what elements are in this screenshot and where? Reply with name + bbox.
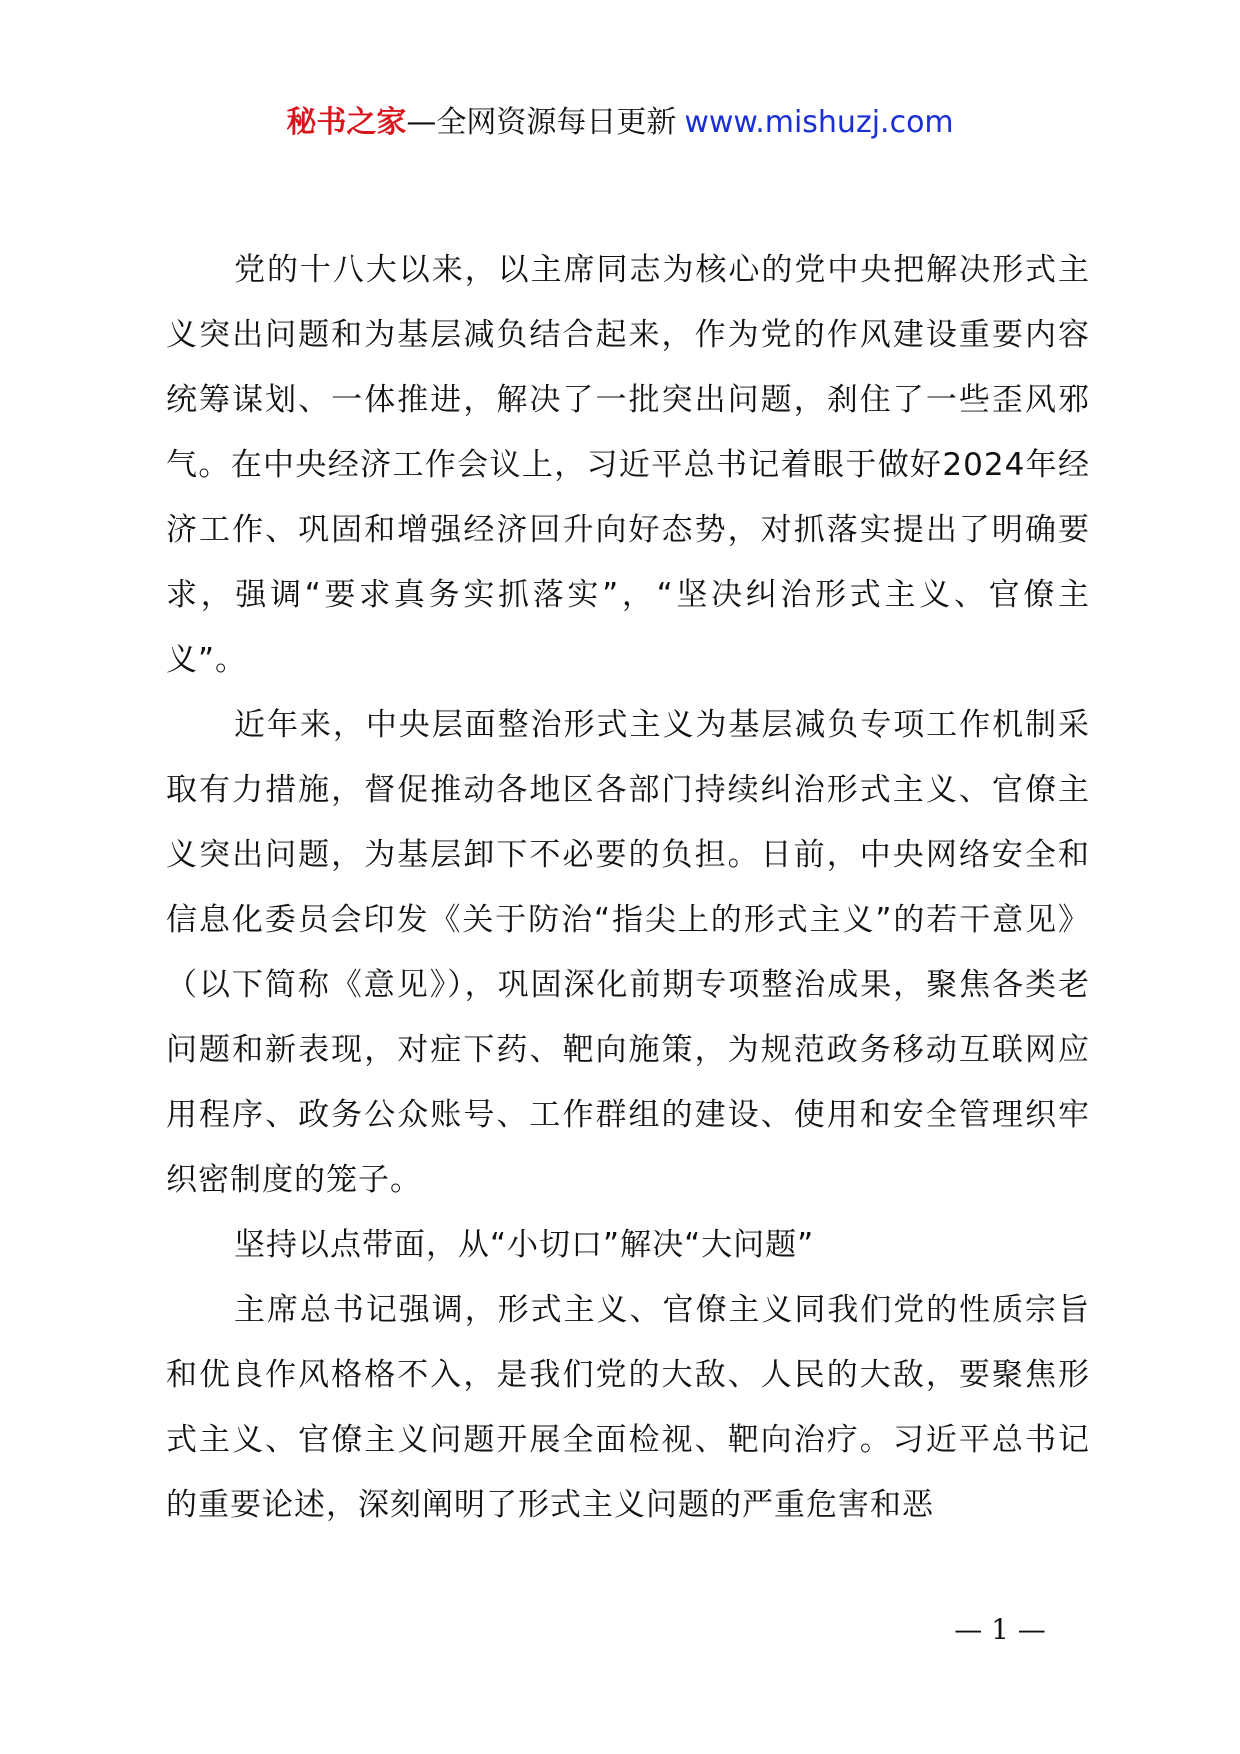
page-number: — 1 — bbox=[954, 1613, 1046, 1646]
paragraph-3: 主席总书记强调，形式主义、官僚主义同我们党的性质宗旨和优良作风格格不入，是我们党的大敌、人民的大敌，要聚焦形式主义、官僚主义问题开展全面检视、靶向治疗。习近平总书记的重要论述，深刻阐明了形式主义问题的严重危害和恶 bbox=[166, 1292, 1090, 1523]
site-slogan: —全网资源每日更新 bbox=[406, 105, 677, 140]
paragraph-2: 近年来，中央层面整治形式主义为基层减负专项工作机制采取有力措施，督促推动各地区各部门持续纠治形式主义、官僚主义突出问题，为基层卸下不必要的负担。日前，中央网络安全和信息化委员会印发《关于防治“指尖上的形式主义”的若干意见》（以下简称《意见》），巩固深化前期专项整治成果，聚焦各类老问题和新表现，对症下药、靶向施策，为规范政务移动互联网应用程序、政务公众账号、工作群组的建设、使用和安全管理织牢织密制度的笼子。 bbox=[166, 707, 1090, 1198]
site-header bbox=[0, 100, 1240, 146]
site-url-link[interactable]: www.mishuzj.com bbox=[684, 105, 954, 140]
paragraph-1: 党的十八大以来，以主席同志为核心的党中央把解决形式主义突出问题和为基层减负结合起来，作为党的作风建设重要内容统筹谋划、一体推进，解决了一批突出问题，刹住了一些歪风邪气。在中央经济工作会议上，习近平总书记着眼于做好2024年经济工作、巩固和增强经济回升向好态势，对抓落实提出了明确要求，强调“要求真务实抓落实”，“坚决纠治形式主义、官僚主义”。 bbox=[166, 252, 1090, 678]
section-heading: 坚持以点带面，从“小切口”解决“大问题” bbox=[234, 1227, 815, 1263]
site-brand: 秘书之家 bbox=[286, 105, 407, 140]
document-body bbox=[166, 238, 1090, 1538]
